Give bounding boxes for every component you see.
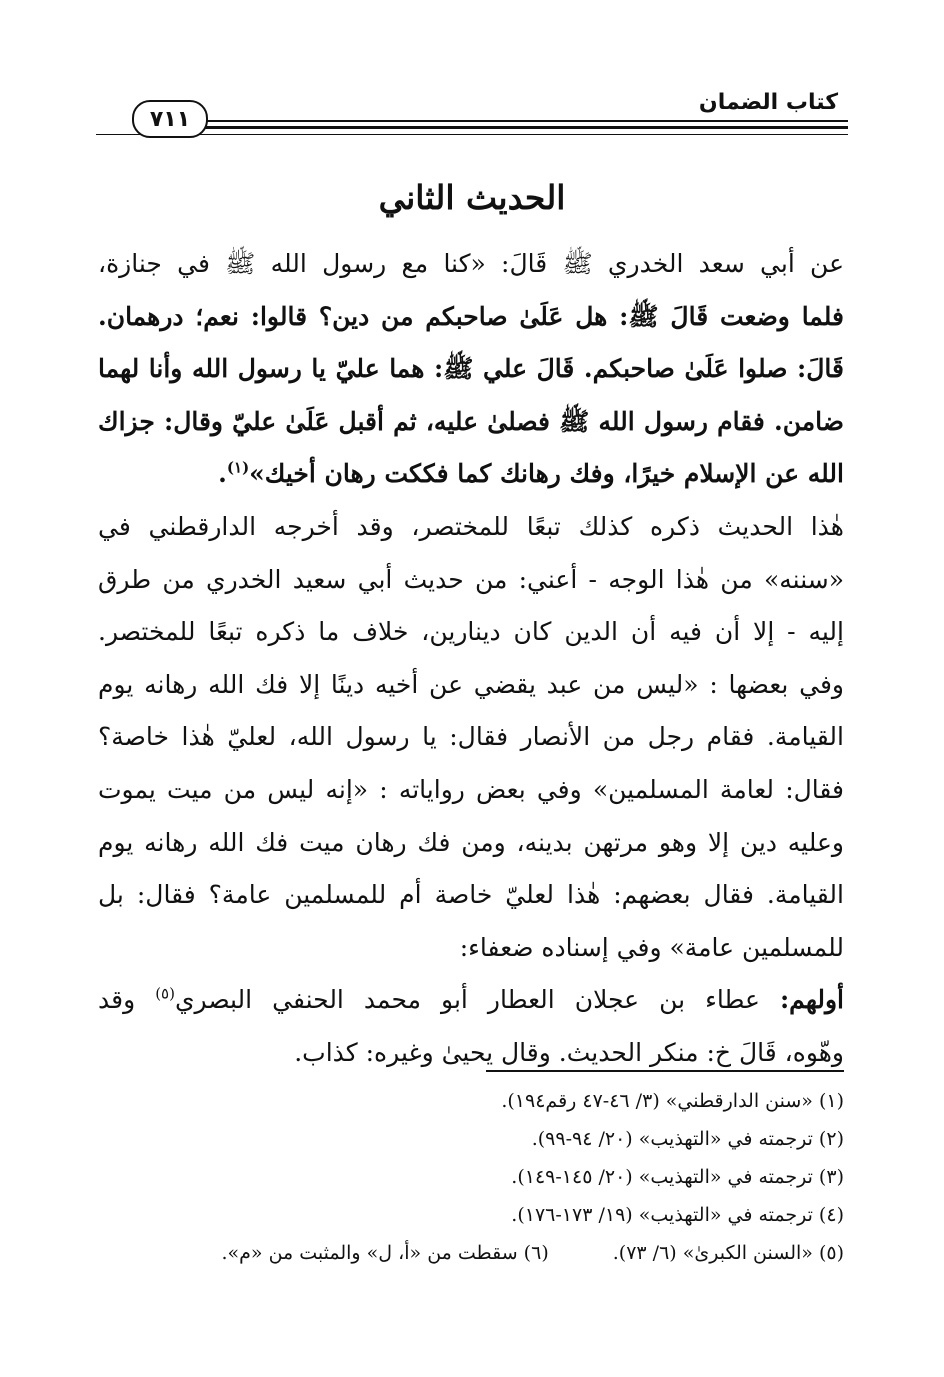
footnote: (٤) ترجمته في «التهذيب» (١٩/ ١٧٣-١٧٦). — [511, 1204, 844, 1226]
text-line: وعليه دين إلا وهو مرتهن بدينه، ومن فك رهان ميت فك الله رهانه يوم — [98, 827, 844, 857]
footnote: (٥) «السنن الكبرىٰ» (٦/ ٧٣). — [612, 1242, 844, 1264]
text-line: هٰذا الحديث ذكره كذلك تبعًا للمختصر، وقد أخرجه الدارقطني في — [98, 511, 844, 541]
footnotes — [98, 1082, 844, 1272]
text-line: القيامة. فقال بعضهم: هٰذا لعليّ خاصة أم للمسلمين عامة؟ فقال: بل — [98, 880, 844, 910]
text-line: فقال: لعامة المسلمين» وفي بعض رواياته : «إنه ليس من ميت يموت — [98, 774, 844, 804]
text-line — [98, 974, 844, 1027]
lead-word: أولهم: — [779, 985, 844, 1015]
text-line: عن أبي سعد الخدري ﷺ قَالَ: «كنا مع رسول الله ﷺ في جنازة، — [98, 249, 844, 278]
page-number — [132, 100, 208, 138]
header-rule-middle — [196, 126, 848, 129]
footnote: (٦) سقطت من «أ، ل» والمثبت من «م». — [221, 1242, 549, 1264]
text-line: الله عن الإسلام خيرًا، وفك رهانك كما فككت رهان أخيك»$^{(١)}$. — [218, 459, 844, 489]
running-title: كتاب الضمان — [698, 90, 838, 115]
page-number-text: ٧١١ — [149, 106, 191, 132]
text-line-content: الله عن الإسلام خيرًا، وفك رهانك كما فككت رهان أخيك» — [249, 459, 844, 489]
footnote-divider — [486, 1070, 844, 1072]
footnote: (٢) ترجمته في «التهذيب» (٢٠/ ٩٤-٩٩). — [531, 1128, 844, 1150]
text-line: ضامن. فقام رسول الله ﷺ فصلىٰ عليه، ثم أقبل عَلَىٰ عليّ وقال: جزاك — [98, 406, 844, 436]
text-line: قَالَ: صلوا عَلَىٰ صاحبكم. قَالَ علي ﷺ: هما عليّ يا رسول الله وأنا لهما — [98, 354, 844, 384]
text-line: إليه - إلا أن فيه أن الدين كان دينارين، خلاف ما ذكره تبعًا للمختصر. — [98, 617, 844, 647]
section-title: الحديث الثاني — [378, 178, 566, 217]
text-line-content: عطاء بن عجلان العطار أبو محمد الحنفي البصري — [174, 985, 760, 1015]
paragraph-narrators — [98, 974, 844, 1079]
footnote-ref: (٥) — [155, 984, 175, 1003]
header-rule-bottom — [96, 134, 848, 135]
page-header — [96, 86, 848, 138]
footnote: (٣) ترجمته في «التهذيب» (٢٠/ ١٤٥-١٤٩). — [511, 1166, 844, 1188]
text-line: وفي بعضها : «ليس من عبد يقضي عن أخيه دينًا إلا فك الله رهانه يوم — [98, 669, 844, 699]
footnote: (١) «سنن الدارقطني» (٣/ ٤٦-٤٧ رقم١٩٤). — [501, 1090, 844, 1112]
text-line: فلما وضعت قَالَ ﷺ: هل عَلَىٰ صاحبكم من دين؟ قالوا: نعم؛ درهمان. — [98, 301, 844, 331]
text-line-content: «سننه» من هٰذا الوجه - أعني: من حديث أبي سعيد الخدري من طرق — [98, 564, 844, 594]
text-line: للمسلمين عامة» وفي إسناده ضعفاء: — [459, 932, 844, 962]
footnote-row — [98, 1234, 844, 1272]
paragraph-hadith — [98, 238, 844, 501]
text-line: وهّوه، قَالَ خ: منكر الحديث. وقال يحيىٰ وغيره: كذاب. — [294, 1037, 844, 1067]
text-line-end: وقد — [98, 985, 136, 1015]
paragraph-commentary — [98, 501, 844, 974]
body-text — [98, 238, 844, 1080]
footnote-ref: (١) — [226, 459, 250, 478]
text-line — [98, 554, 844, 607]
header-rule-top — [196, 120, 848, 122]
text-line: القيامة. فقام رجل من الأنصار فقال: يا رسول الله، لعليّ هٰذا خاصة؟ — [98, 722, 844, 752]
